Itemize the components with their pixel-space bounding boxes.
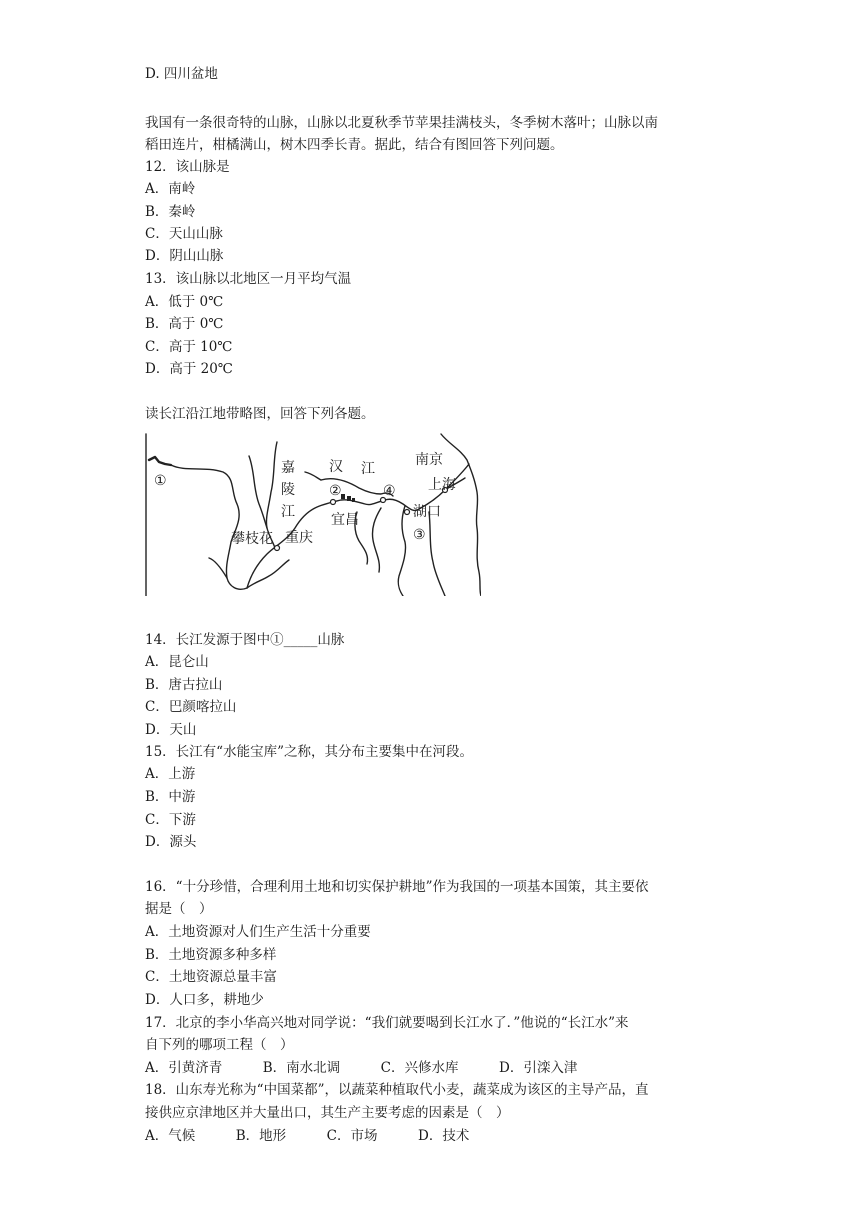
q14-option-b: B．唐古拉山 [145, 677, 223, 693]
q16-option-d: D．人口多，耕地少 [145, 992, 264, 1008]
passage1-line1: 我国有一条很奇特的山脉，山脉以北夏秋季节苹果挂满枝头，冬季树木落叶；山脉以南 [145, 115, 658, 131]
hukou-dot [405, 510, 410, 515]
q16-option-a: A．土地资源对人们生产生活十分重要 [145, 924, 371, 940]
east-branch [429, 512, 445, 596]
passage1-line2: 稻田连片，柑橘满山，树木四季长青。据此，结合有图回答下列问题。 [145, 137, 564, 153]
q16-stem-line1: 16．“十分珍惜，合理利用土地和切实保护耕地”作为我国的一项基本国策，其主要依 [145, 879, 649, 895]
map-label-jiang-horizontal: 江 [361, 461, 375, 477]
map-source-mark [149, 457, 171, 465]
q12-option-a: A．南岭 [145, 181, 196, 197]
q15-option-c: C．下游 [145, 812, 196, 828]
q13-option-b: B．高于 0℃ [145, 316, 224, 332]
q14-option-a: A．昆仑山 [145, 654, 209, 670]
q13-stem: 13．该山脉以北地区一月平均气温 [145, 271, 352, 287]
jinsha-river [171, 465, 247, 589]
q11-option-d: D. 四川盆地 [145, 66, 218, 82]
q17-stem-line1: 17．北京的李小华高兴地对同学说：“我们就要喝到长江水了．”他说的“长江水”来 [145, 1015, 629, 1031]
q15-option-d: D．源头 [145, 834, 197, 850]
q16-option-b: B．土地资源多种多样 [145, 947, 277, 963]
q15-option-a: A．上游 [145, 766, 196, 782]
lake-region [398, 506, 405, 596]
q12-option-c: C．天山山脉 [145, 226, 223, 242]
map-label-circle-1: ① [154, 473, 167, 489]
q18-stem-line2: 接供应京津地区并大量出口，其生产主要考虑的因素是（ ） [145, 1105, 510, 1121]
q13-option-d: D．高于 20℃ [145, 361, 233, 377]
south-branch-2 [372, 508, 381, 572]
passage2: 读长江沿江地带略图，回答下列各题。 [145, 406, 375, 422]
gorge-mark-1 [341, 494, 345, 499]
han-river-upper [305, 472, 321, 480]
q17-stem-line2: 自下列的哪项工程（ ） [145, 1037, 294, 1053]
map-label-panzhihua: 攀枝花 [231, 531, 273, 547]
map-label-ling: 陵 [281, 482, 295, 498]
gorge-mark-2 [347, 496, 351, 501]
map-label-jia: 嘉 [281, 460, 295, 476]
map-label-nanjing: 南京 [415, 452, 443, 468]
q12-option-d: D．阴山山脉 [145, 248, 224, 264]
yichang-dot [331, 500, 336, 505]
q14-stem: 14．长江发源于图中①_____山脉 [145, 632, 345, 648]
q17-options: A．引黄济青 B．南水北调 C．兴修水库 D．引滦入津 [145, 1060, 578, 1076]
q13-option-c: C．高于 10℃ [145, 339, 233, 355]
q16-option-c: C．土地资源总量丰富 [145, 969, 277, 985]
map-label-circle-2: ② [329, 483, 342, 499]
map-label-circle-3: ③ [413, 527, 426, 543]
map-label-circle-4: ④ [383, 483, 396, 499]
q13-option-a: A．低于 0℃ [145, 294, 224, 310]
chongqing-dot [275, 546, 280, 551]
q15-stem: 15．长江有“水能宝库”之称，其分布主要集中在河段。 [145, 744, 473, 760]
q14-option-d: D．天山 [145, 722, 197, 738]
map-label-chongqing: 重庆 [285, 530, 313, 546]
map-label-yichang: 宜昌 [331, 512, 359, 528]
coast [441, 434, 481, 596]
q18-options: A．气候 B．地形 C．市场 D．技术 [145, 1128, 470, 1144]
tributary-west [209, 558, 227, 578]
q14-option-c: C．巴颜喀拉山 [145, 699, 237, 715]
map-label-han: 汉 [329, 459, 343, 475]
map-label-shanghai: 上海 [428, 477, 456, 493]
map-label-jiang-vertical: 江 [281, 504, 295, 520]
river-sw-branch [247, 560, 289, 588]
q18-stem-line1: 18．山东寿光称为“中国菜都”，以蔬菜种植取代小麦，蔬菜成为该区的主导产品，直 [145, 1082, 649, 1098]
gorge-mark-3 [352, 498, 355, 502]
map-label-hukou: 湖口 [413, 504, 441, 520]
q16-stem-line2: 据是（ ） [145, 901, 213, 917]
q15-option-b: B．中游 [145, 789, 196, 805]
q12-stem: 12．该山脉是 [145, 159, 230, 175]
jialing-tributary [249, 456, 267, 528]
q12-option-b: B．秦岭 [145, 204, 196, 220]
yangtze-map [145, 432, 481, 596]
